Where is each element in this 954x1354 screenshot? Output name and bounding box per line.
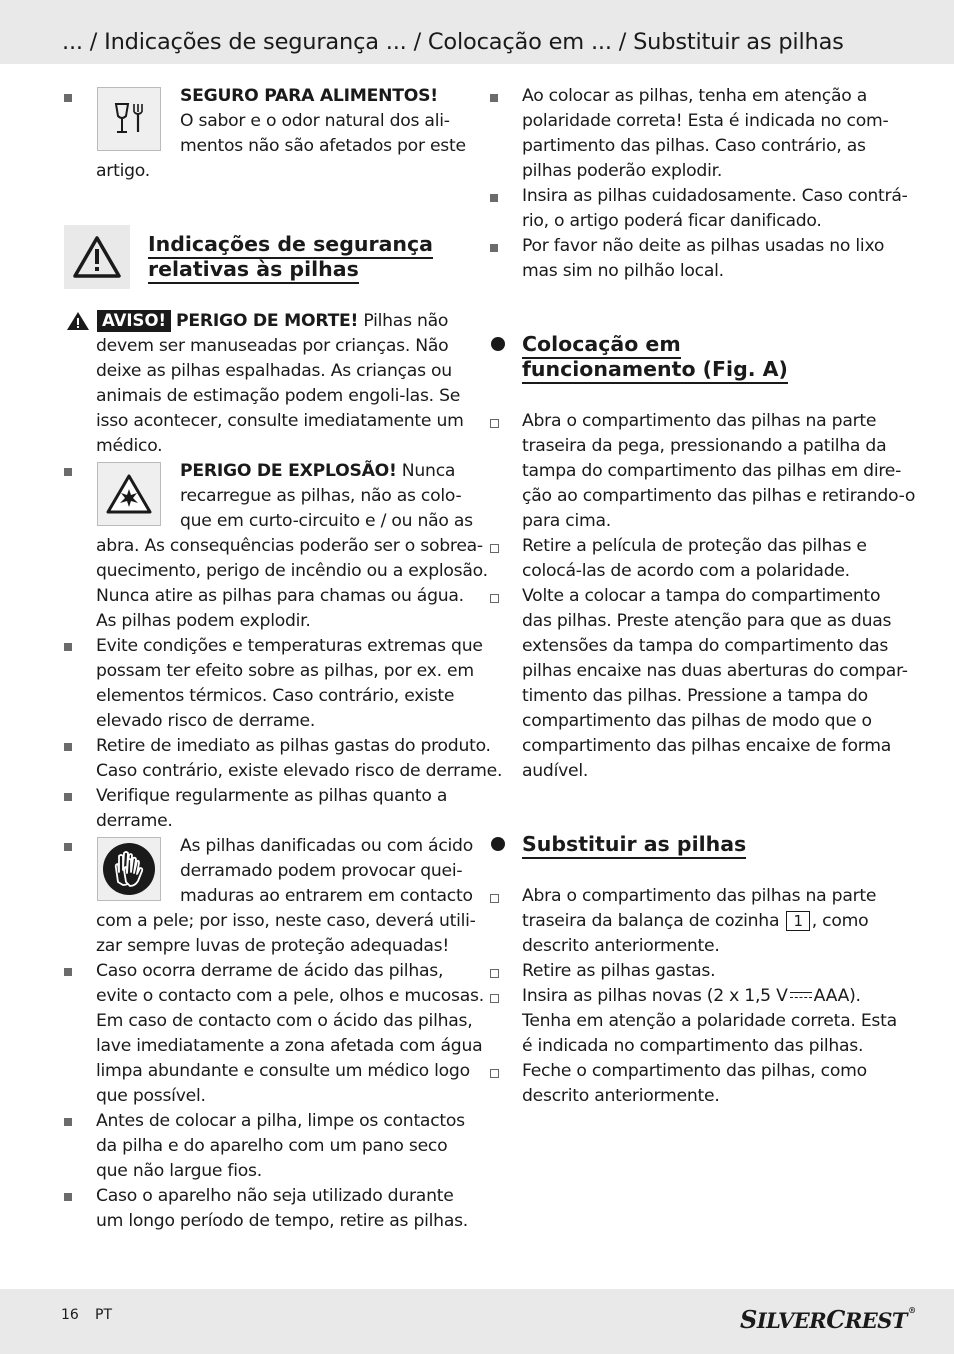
glass-fork-icon <box>108 98 150 140</box>
food-safe-icon <box>97 87 161 151</box>
language-code: PT <box>95 1307 112 1323</box>
text-line: recarregue as pilhas, não as colo- <box>180 486 462 506</box>
bullet <box>64 468 72 476</box>
section-heading-startup-line2: funcionamento (Fig. A) <box>522 357 788 382</box>
bullet <box>64 643 72 651</box>
text-line: partimento das pilhas. Caso contrário, as <box>522 136 866 156</box>
text-line: Abra o compartimento das pilhas na parte <box>522 411 877 431</box>
text-line: limpa abundante e consulte um médico logo <box>96 1061 470 1081</box>
warning-icon-box <box>64 225 130 289</box>
text-line: deixe as pilhas espalhadas. As crianças ou <box>96 361 452 381</box>
text-line: timento das pilhas. Pressione a tampa do <box>522 686 868 706</box>
bullet <box>64 1193 72 1201</box>
step-checkbox <box>490 994 499 1003</box>
bullet <box>64 94 72 102</box>
text-line: extensões da tampa do compartimento das <box>522 636 889 656</box>
text-line: que possível. <box>96 1086 206 1106</box>
warning-triangle-icon <box>72 235 122 279</box>
text-line: das pilhas. Preste atenção para que as duas <box>522 611 892 631</box>
bullet <box>490 244 498 252</box>
step-checkbox <box>490 969 499 978</box>
text-line: mentos não são afetados por este <box>180 136 466 156</box>
text-line: As pilhas danificadas ou com ácido <box>180 836 473 856</box>
text-line: descrito anteriormente. <box>522 936 720 956</box>
explosion-first-line: PERIGO DE EXPLOSÃO! Nunca <box>180 461 456 481</box>
text-line: Feche o compartimento das pilhas, como <box>522 1061 867 1081</box>
step-checkbox <box>490 894 499 903</box>
text-line: derrame. <box>96 811 173 831</box>
text-line: colocá-las de acordo com a polaridade. <box>522 561 850 581</box>
section-dot-icon <box>491 337 505 351</box>
text-line: animais de estimação podem engoli-las. Se <box>96 386 461 406</box>
text-line: elevado risco de derrame. <box>96 711 316 731</box>
text-line: pilhas encaixe nas duas aberturas do compar- <box>522 661 908 681</box>
aviso-badge: AVISO! <box>97 310 171 332</box>
text-line: Tenha em atenção a polaridade correta. Esta <box>522 1011 897 1031</box>
text-line: devem ser manuseadas por crianças. Não <box>96 336 449 356</box>
text-line: quecimento, perigo de incêndio ou a explosão. <box>96 561 488 581</box>
text-line: que não largue fios. <box>96 1161 262 1181</box>
bullet <box>64 743 72 751</box>
brand-logo: SILVERCREST® <box>740 1305 916 1334</box>
text-line: compartimento das pilhas de modo que o <box>522 711 872 731</box>
text-line: Insira as pilhas novas (2 x 1,5 V AAA). <box>522 986 861 1006</box>
text-line: polaridade correta! Esta é indicada no com- <box>522 111 889 131</box>
text-line: Caso contrário, existe elevado risco de derrame. <box>96 761 503 781</box>
gloves-icon-box <box>97 837 161 901</box>
text-line: compartimento das pilhas encaixe de forma <box>522 736 892 756</box>
text-line: O sabor e o odor natural dos ali- <box>180 111 450 131</box>
text-line: Retire a película de proteção das pilhas e <box>522 536 867 556</box>
text-line: para cima. <box>522 511 611 531</box>
food-safe-title: SEGURO PARA ALIMENTOS! <box>180 86 438 106</box>
dc-symbol-icon <box>790 991 812 1001</box>
text-line: possam ter efeito sobre as pilhas, por ex. em <box>96 661 474 681</box>
bullet <box>64 1118 72 1126</box>
section-heading-replace: Substituir as pilhas <box>522 832 746 857</box>
page-title: ... / Indicações de segurança ... / Colocação em ... / Substituir as pilhas <box>62 29 844 55</box>
text-line: elementos térmicos. Caso contrário, existe <box>96 686 455 706</box>
aviso-first-line: PERIGO DE MORTE! Pilhas não <box>176 311 449 331</box>
text-line: médico. <box>96 436 163 456</box>
step-checkbox <box>490 594 499 603</box>
text-line: com a pele; por isso, neste caso, deverá utili- <box>96 911 476 931</box>
text-line: mas sim no pilhão local. <box>522 261 724 281</box>
text-line: Verifique regularmente as pilhas quanto a <box>96 786 448 806</box>
step-checkbox <box>490 1069 499 1078</box>
text-line: da pilha e do aparelho com um pano seco <box>96 1136 448 1156</box>
bullet <box>490 194 498 202</box>
text-line: ção ao compartimento das pilhas e retirando-o <box>522 486 916 506</box>
reference-number: 1 <box>786 911 809 931</box>
text-line: maduras ao entrarem em contacto <box>180 886 473 906</box>
step-checkbox <box>490 419 499 428</box>
section-heading-safety: Indicações de segurança <box>148 232 433 257</box>
text-line: Por favor não deite as pilhas usadas no lixo <box>522 236 885 256</box>
step-checkbox <box>490 544 499 553</box>
text-line: Retire de imediato as pilhas gastas do produto. <box>96 736 491 756</box>
text-line: lave imediatamente a zona afetada com água <box>96 1036 483 1056</box>
bullet <box>64 968 72 976</box>
bullet <box>64 793 72 801</box>
text-line: Em caso de contacto com o ácido das pilhas, <box>96 1011 473 1031</box>
text-line: Nunca atire as pilhas para chamas ou água. <box>96 586 464 606</box>
text-line: pilhas poderão explodir. <box>522 161 723 181</box>
text-line: zar sempre luvas de proteção adequadas! <box>96 936 450 956</box>
text-line: Antes de colocar a pilha, limpe os contactos <box>96 1111 465 1131</box>
text-line: abra. As consequências poderão ser o sobrea- <box>96 536 483 556</box>
text-line: tampa do compartimento das pilhas em dire- <box>522 461 902 481</box>
text-line: Volte a colocar a tampa do compartimento <box>522 586 881 606</box>
text-line: audível. <box>522 761 589 781</box>
text-line: descrito anteriormente. <box>522 1086 720 1106</box>
text-line: um longo período de tempo, retire as pilhas. <box>96 1211 469 1231</box>
section-heading-startup: Colocação em <box>522 332 681 357</box>
text-line: traseira da pega, pressionando a patilha da <box>522 436 887 456</box>
section-dot-icon <box>491 837 505 851</box>
text-line: é indicada no compartimento das pilhas. <box>522 1036 864 1056</box>
text-line: Retire as pilhas gastas. <box>522 961 716 981</box>
text-line: As pilhas podem explodir. <box>96 611 311 631</box>
warning-triangle-icon <box>65 310 91 332</box>
text-line: derramado podem provocar quei- <box>180 861 463 881</box>
text-line: evite o contacto com a pele, olhos e mucosas. <box>96 986 484 1006</box>
gloves-icon <box>102 842 156 896</box>
text-line: Insira as pilhas cuidadosamente. Caso contrá- <box>522 186 908 206</box>
text-line: artigo. <box>96 161 150 181</box>
text-line: Ao colocar as pilhas, tenha em atenção a <box>522 86 868 106</box>
text-line: que em curto-circuito e / ou não as <box>180 511 473 531</box>
bullet <box>490 94 498 102</box>
text-line: isso acontecer, consulte imediatamente um <box>96 411 464 431</box>
text-line: Evite condições e temperaturas extremas que <box>96 636 483 656</box>
text-line: Abra o compartimento das pilhas na parte <box>522 886 877 906</box>
explosion-icon-box <box>97 462 161 526</box>
text-line: Caso o aparelho não seja utilizado durante <box>96 1186 454 1206</box>
section-heading-safety-line2: relativas às pilhas <box>148 257 359 282</box>
page-number: 16 <box>61 1307 79 1323</box>
text-line: rio, o artigo poderá ficar danificado. <box>522 211 822 231</box>
explosion-icon <box>105 473 153 515</box>
text-line: traseira da balança de cozinha 1 , como <box>522 911 869 931</box>
bullet <box>64 843 72 851</box>
text-line: Caso ocorra derrame de ácido das pilhas, <box>96 961 444 981</box>
